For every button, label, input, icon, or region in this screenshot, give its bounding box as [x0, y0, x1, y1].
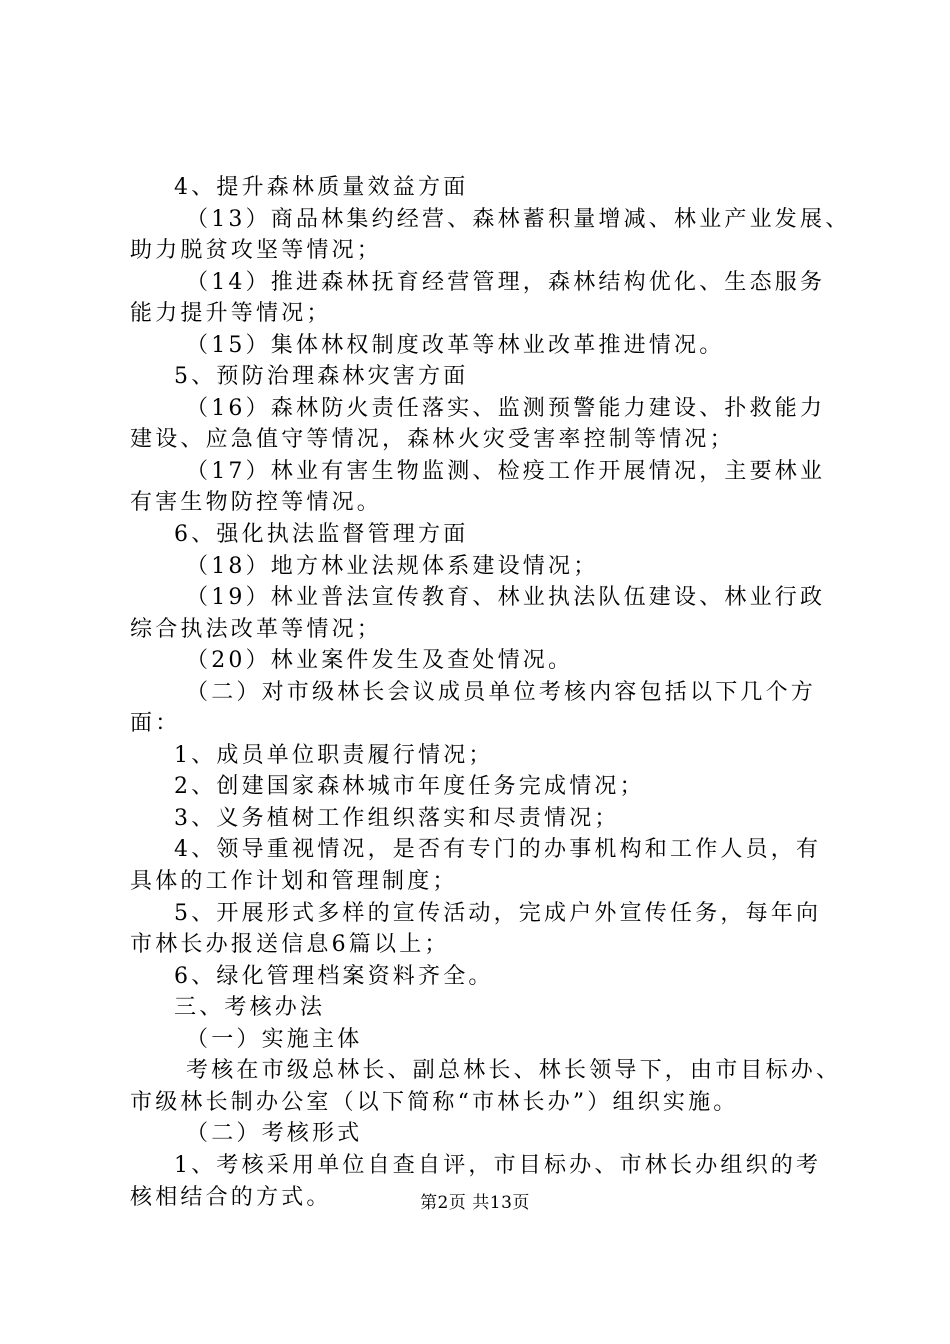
- page-footer: 第2页 共13页: [420, 1193, 530, 1213]
- text-line: 4、提升森林质量效益方面: [174, 175, 469, 200]
- text-line: （18）地方林业法规体系建设情况；: [186, 553, 599, 579]
- text-line: （二）考核形式: [186, 1121, 363, 1147]
- text-line: （19）林业普法宣传教育、林业执法队伍建设、林业行政: [186, 585, 826, 611]
- text-line: 具体的工作计划和管理制度；: [130, 869, 458, 895]
- text-line: （二）对市级林长会议成员单位考核内容包括以下几个方: [186, 679, 817, 705]
- text-line: （20）林业案件发生及查处情况。: [186, 648, 574, 674]
- text-line: 6、强化执法监督管理方面: [174, 522, 469, 548]
- text-line: 考核在市级总林长、副总林长、林长领导下，由市目标办、: [186, 1058, 842, 1084]
- text-line: 能力提升等情况；: [130, 301, 332, 327]
- text-line: 面：: [130, 711, 181, 737]
- text-line: 4、领导重视情况，是否有专门的办事机构和工作人员，有: [174, 837, 822, 863]
- text-line: （15）集体林权制度改革等林业改革推进情况。: [186, 332, 725, 358]
- text-line: 市级林长制办公室（以下简称“市林长办”）组织实施。: [130, 1089, 739, 1115]
- text-line: （14）推进森林抚育经营管理，森林结构优化、生态服务: [186, 269, 826, 295]
- text-line: （16）森林防火责任落实、监测预警能力建设、扑救能力: [186, 395, 826, 421]
- text-line: 三、考核办法: [174, 995, 326, 1021]
- text-line: 1、成员单位职责履行情况；: [174, 742, 494, 768]
- text-line: 6、绿化管理档案资料齐全。: [174, 963, 494, 989]
- text-line: 助力脱贫攻坚等情况；: [130, 238, 383, 264]
- text-line: 综合执法改革等情况；: [130, 616, 383, 642]
- text-line: 核相结合的方式。: [130, 1184, 332, 1210]
- text-line: 2、创建国家森林城市年度任务完成情况；: [174, 774, 645, 800]
- text-line: 1、考核采用单位自查自评，市目标办、市林长办组织的考: [174, 1152, 822, 1178]
- text-line: （17）林业有害生物监测、检疫工作开展情况，主要林业: [186, 458, 826, 484]
- text-line: （一）实施主体: [186, 1026, 363, 1052]
- text-line: 5、开展形式多样的宣传活动，完成户外宣传任务，每年向: [174, 900, 822, 926]
- text-line: 建设、应急值守等情况，森林火灾受害率控制等情况；: [130, 427, 735, 453]
- document-body: [130, 172, 850, 1213]
- text-line: 5、预防治理森林灾害方面: [174, 364, 469, 390]
- text-line: 市林长办报送信息6篇以上；: [130, 932, 450, 958]
- text-line: 3、义务植树工作组织落实和尽责情况；: [174, 805, 620, 831]
- text-line: 有害生物防控等情况。: [130, 490, 383, 516]
- text-line: （13）商品林集约经营、森林蓄积量增减、林业产业发展、: [186, 206, 851, 232]
